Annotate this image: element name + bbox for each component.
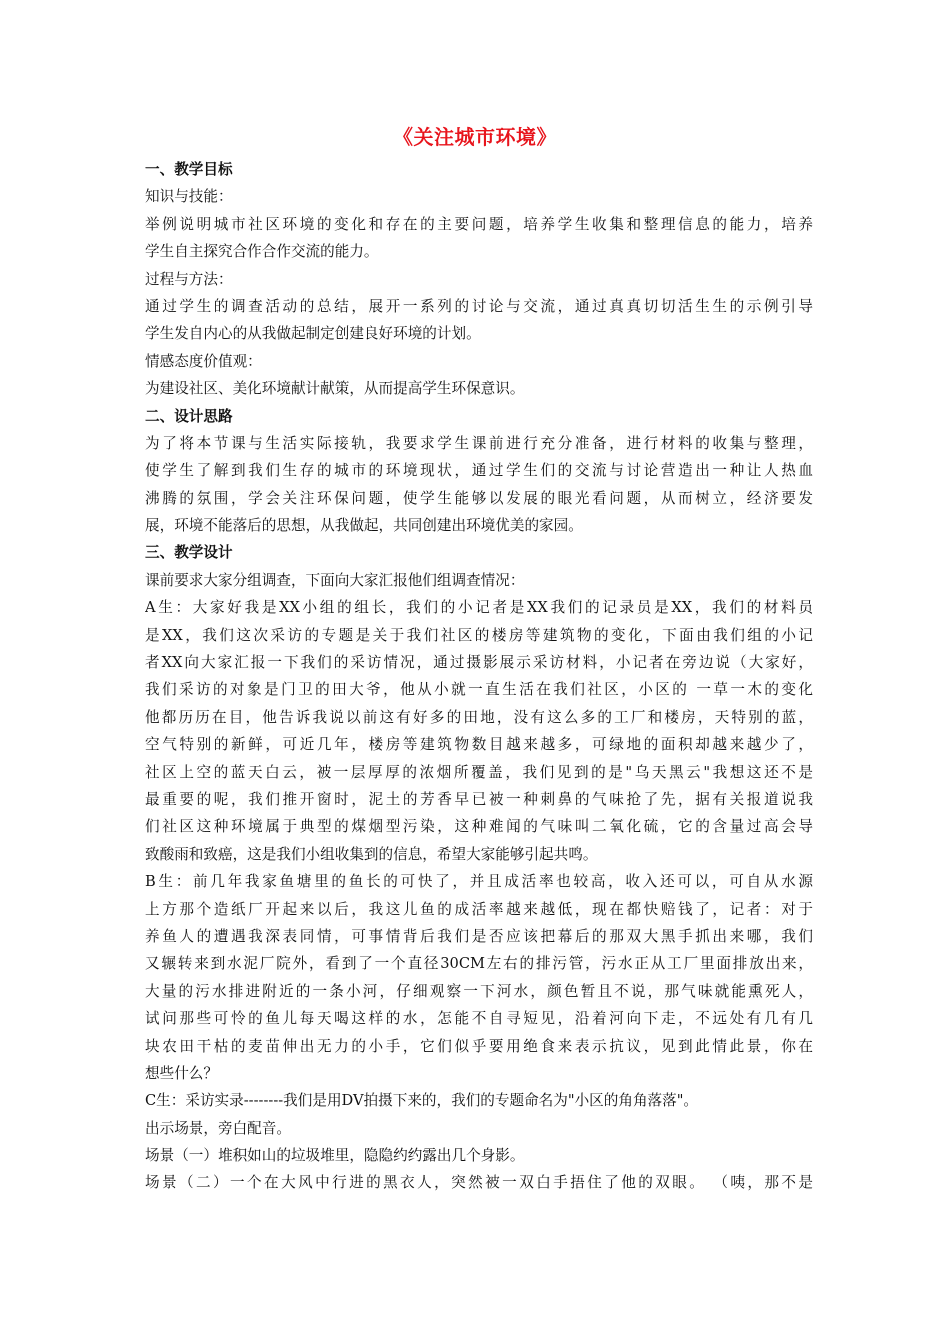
text-line: 出示场景，旁白配音。 (145, 1119, 291, 1137)
text-line: 举例说明城市社区环境的变化和存在的主要问题，培养学生收集和整理信息的能力，培养 (145, 215, 813, 233)
text-line: A生：大家好我是XX小组的组长，我们的小记者是XX我们的记录员是XX，我们的材料员 (145, 599, 813, 617)
text-line: 想些什么？ (145, 1064, 218, 1082)
section-heading: 二、设计思路 (145, 407, 233, 425)
document-body (145, 156, 813, 1197)
text-line: 块农田干枯的麦苗伸出无力的小手，它们似乎要用绝食来表示抗议，见到此情此景，你在 (145, 1037, 813, 1055)
text-line: 是XX，我们这次采访的专题是关于我们社区的楼房等建筑物的变化，下面由我们组的小记 (145, 626, 813, 644)
text-line: 过程与方法： (145, 270, 233, 288)
text-line: 空气特别的新鲜，可近几年，楼房等建筑物数目越来越多，可绿地的面积却越来越少了， (145, 736, 813, 754)
section-heading: 一、教学目标 (145, 161, 233, 178)
text-line: 上方那个造纸厂开起来以后，我这儿鱼的成活率越来越低，现在都快赔钱了，记者：对于 (145, 900, 813, 918)
text-line: 为了将本节课与生活实际接轨，我要求学生课前进行充分准备，进行材料的收集与整理， (145, 434, 813, 452)
text-line: C生：采访实录--------我们是用DV拍摄下来的，我们的专题命名为"小区的角角落落"。 (145, 1092, 699, 1110)
text-line: 场景（一）堆积如山的垃圾堆里，隐隐约约露出几个身影。 (145, 1147, 525, 1165)
text-line: 知识与技能： (145, 188, 233, 206)
text-line: 为建设社区、美化环境献计献策，从而提高学生环保意识。 (145, 380, 525, 398)
text-line: 情感态度价值观： (145, 352, 262, 370)
text-line: 学生发自内心的从我做起制定创建良好环境的计划。 (145, 325, 481, 343)
text-line: 他都历历在目，他告诉我说以前这有好多的田地，没有这么多的工厂和楼房，天特别的蓝， (145, 708, 813, 726)
text-line: 通过学生的调查活动的总结，展开一系列的讨论与交流，通过真真切切活生生的示例引导 (145, 297, 813, 315)
text-line: 学生自主探究合作合作交流的能力。 (145, 243, 379, 261)
text-line: 们社区这种环境属于典型的煤烟型污染，这种难闻的气味叫二氧化硫，它的含量过高会导 (145, 818, 813, 836)
text-line: 使学生了解到我们生存的城市的环境现状，通过学生们的交流与讨论营造出一种让人热血 (145, 462, 813, 480)
text-line: 养鱼人的遭遇我深表同情，可事情背后我们是否应该把幕后的那双大黑手抓出来哪，我们 (145, 927, 813, 945)
text-line: 沸腾的氛围，学会关注环保问题，使学生能够以发展的眼光看问题，从而树立，经济要发 (145, 489, 813, 507)
document-title: 《关注城市环境》 (393, 125, 557, 149)
text-line: 场景（二）一个在大风中行进的黑衣人，突然被一双白手捂住了他的双眼。 （咦，那不是 (145, 1174, 813, 1192)
text-line: B生：前几年我家鱼塘里的鱼长的可快了，并且成活率也较高，收入还可以，可自从水源 (145, 873, 813, 891)
text-line: 最重要的呢，我们推开窗时，泥土的芳香早已被一种刺鼻的气味抢了先，据有关报道说我 (145, 790, 813, 808)
text-line: 课前要求大家分组调查，下面向大家汇报他们组调查情况： (145, 571, 525, 589)
text-line: 者XX向大家汇报一下我们的采访情况，通过摄影展示采访材料，小记者在旁边说（大家好， (145, 654, 813, 672)
text-line: 又辗转来到水泥厂院外，看到了一个直径30CM左右的排污管，污水正从工厂里面排放出来， (145, 955, 813, 973)
text-line: 我们采访的对象是门卫的田大爷，他从小就一直生活在我们社区，小区的 一草一木的变化 (145, 681, 813, 699)
text-line: 大量的污水排进附近的一条小河，仔细观察一下河水，颜色暂且不说，那气味就能熏死人， (145, 982, 813, 1000)
text-line: 试问那些可怜的鱼儿每天喝这样的水，怎能不自寻短见，沿着河向下走，不远处有几有几 (145, 1010, 813, 1028)
text-line: 社区上空的蓝天白云，被一层厚厚的浓烟所覆盖，我们见到的是"乌天黑云"我想这还不是 (145, 763, 813, 781)
text-line: 致酸雨和致癌，这是我们小组收集到的信息，希望大家能够引起共鸣。 (145, 845, 598, 863)
section-heading: 三、教学设计 (145, 544, 233, 562)
text-line: 展，环境不能落后的思想，从我做起，共同创建出环境优美的家园。 (145, 517, 583, 535)
